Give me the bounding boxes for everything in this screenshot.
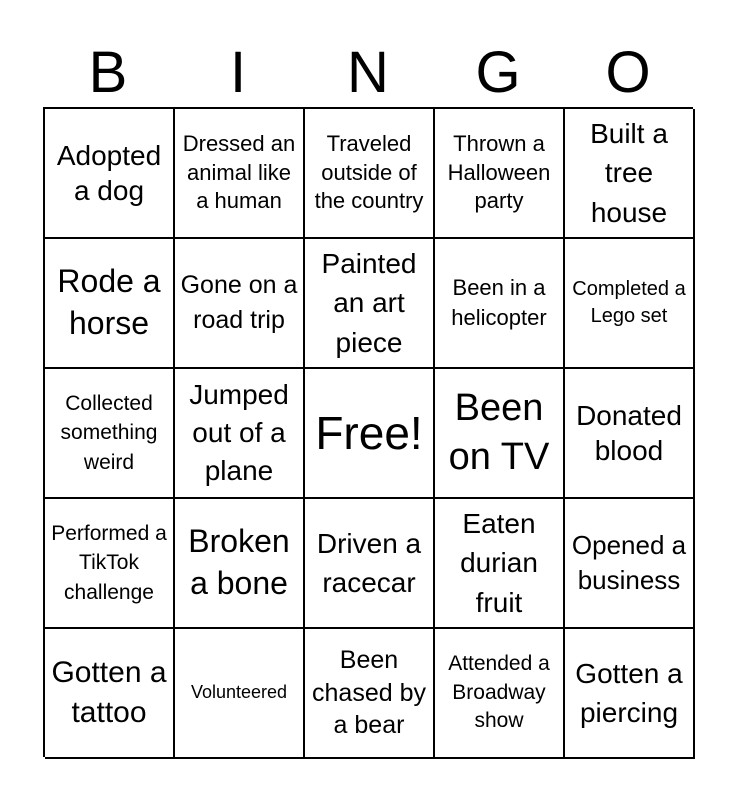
bingo-cell-label: Gotten a tattoo <box>51 655 167 729</box>
bingo-cell[interactable] <box>565 109 695 239</box>
bingo-cell[interactable] <box>45 369 175 499</box>
bingo-cell-label: Traveled outside of the country <box>314 131 424 214</box>
bingo-cell-label: Eaten durian fruit <box>460 508 538 618</box>
header-letter-i: I <box>229 40 247 105</box>
bingo-cell[interactable] <box>45 109 175 239</box>
bingo-cell[interactable] <box>45 499 175 629</box>
bingo-cell-label: Volunteered <box>190 682 288 703</box>
bingo-cell[interactable] <box>565 629 695 759</box>
bingo-cell[interactable] <box>45 239 175 369</box>
bingo-cell-label: Gone on a road trip <box>180 271 298 334</box>
bingo-cell[interactable] <box>305 499 435 629</box>
header-letter-n: N <box>347 40 389 105</box>
bingo-cell-label: Free! <box>315 406 423 459</box>
bingo-cell-label: Built a tree house <box>590 118 668 228</box>
bingo-cell-label: Collected something weird <box>60 391 158 474</box>
bingo-cell[interactable] <box>435 499 565 629</box>
bingo-cell[interactable] <box>305 239 435 369</box>
bingo-cell[interactable] <box>565 499 695 629</box>
bingo-cell[interactable] <box>435 369 565 499</box>
bingo-cell-label: Opened a business <box>571 529 687 595</box>
bingo-cell-label: Rode a horse <box>57 263 161 341</box>
bingo-cell-label: Driven a racecar <box>316 527 422 598</box>
header-letter-o: O <box>605 40 651 105</box>
bingo-cell[interactable] <box>565 239 695 369</box>
bingo-cell-label: Donated blood <box>576 400 682 466</box>
header-letter-g: G <box>475 40 521 105</box>
bingo-cell-label: Broken a bone <box>188 523 290 601</box>
bingo-card-grid <box>43 107 693 757</box>
bingo-cell[interactable] <box>175 369 305 499</box>
bingo-cell-label: Painted an art piece <box>321 248 417 358</box>
bingo-cell[interactable] <box>305 629 435 759</box>
bingo-free-space[interactable] <box>305 369 435 499</box>
bingo-cell[interactable] <box>175 499 305 629</box>
header-letter-b: B <box>88 40 128 105</box>
bingo-cell-label: Gotten a piercing <box>575 657 683 728</box>
bingo-cell[interactable] <box>565 369 695 499</box>
bingo-cell-label: Thrown a Halloween party <box>447 131 551 214</box>
bingo-cell-label: Been chased by a bear <box>312 646 426 740</box>
bingo-cell-label: Jumped out of a plane <box>189 379 289 486</box>
bingo-cell[interactable] <box>175 109 305 239</box>
bingo-cell-label: Been on TV <box>448 386 550 478</box>
bingo-cell-label: Dressed an animal like a human <box>182 131 296 214</box>
bingo-cell[interactable] <box>45 629 175 759</box>
bingo-cell[interactable] <box>435 109 565 239</box>
bingo-cell-label: Been in a helicopter <box>451 275 547 330</box>
bingo-cell-label: Adopted a dog <box>56 140 162 206</box>
bingo-cell[interactable] <box>175 629 305 759</box>
bingo-cell[interactable] <box>435 629 565 759</box>
bingo-cell[interactable] <box>305 109 435 239</box>
bingo-cell-label: Performed a TikTok challenge <box>51 521 167 604</box>
bingo-cell[interactable] <box>175 239 305 369</box>
bingo-header <box>43 40 693 106</box>
bingo-cell[interactable] <box>435 239 565 369</box>
bingo-cell-label: Completed a Lego set <box>572 278 686 327</box>
bingo-cell-label: Attended a Broadway show <box>448 652 550 733</box>
